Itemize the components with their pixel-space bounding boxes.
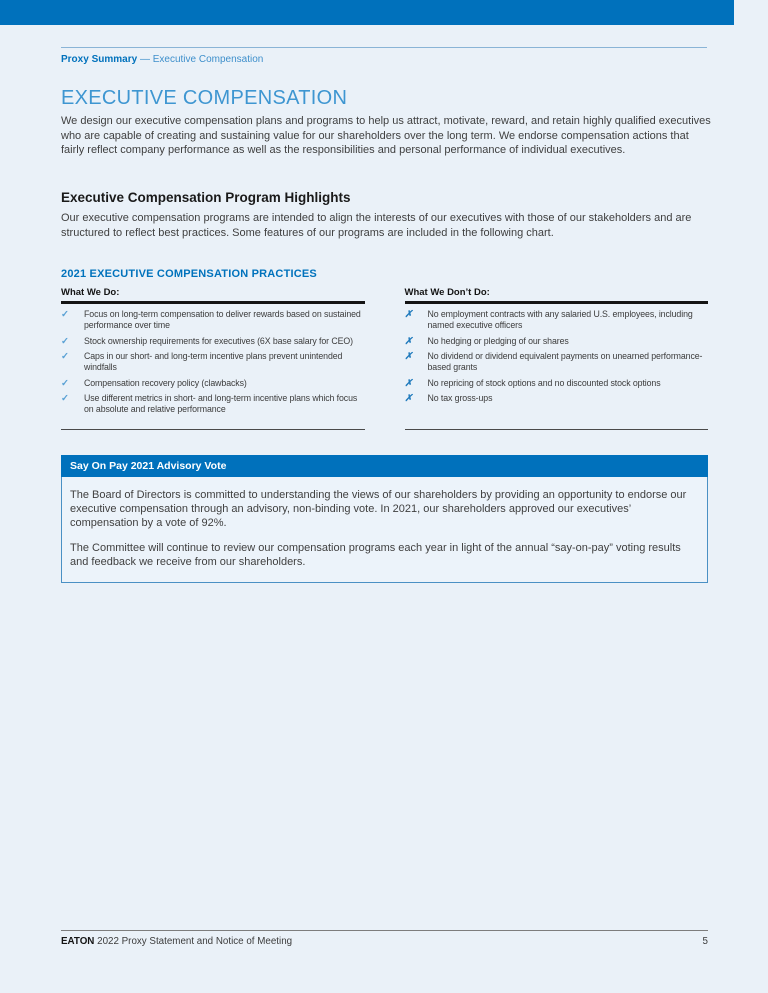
check-icon: ✓ — [61, 335, 69, 347]
list-item — [61, 351, 365, 373]
cross-icon: ✗ — [404, 377, 413, 389]
list-item — [405, 309, 709, 331]
what-we-do-list — [61, 309, 365, 420]
list-item — [61, 378, 365, 389]
say-on-pay-callout — [61, 455, 708, 583]
page-footer — [61, 936, 708, 947]
highlights-heading: Executive Compensation Program Highlights — [61, 190, 351, 205]
check-icon: ✓ — [61, 351, 69, 362]
top-accent-bar — [0, 0, 734, 25]
column-bottom-rule — [405, 429, 709, 430]
list-item-text: No tax gross-ups — [427, 393, 493, 403]
say-on-pay-header: Say On Pay 2021 Advisory Vote — [61, 455, 708, 477]
what-we-do-column — [61, 287, 365, 430]
list-item-text: No dividend or dividend equivalent payments on unearned performance-based grants — [427, 351, 703, 372]
check-icon: ✓ — [61, 377, 69, 389]
list-item — [405, 393, 709, 404]
cross-icon: ✗ — [404, 393, 413, 404]
list-item-text: Use different metrics in short- and long-term incentive plans which focus on absolute and relative performance — [84, 393, 358, 414]
cross-icon: ✗ — [404, 335, 413, 347]
intro-paragraph: We design our executive compensation plans and programs to help us attract, motivate, reward, and retain highly qualified executives who are capable of creating and sustaining value for our shareholders over the long term. We endorse compensation actions that fairly reflect company performance as well as the responsibilities and personal performance of individual executives. — [61, 115, 711, 156]
what-we-dont-do-header: What We Don’t Do: — [405, 287, 709, 304]
breadcrumb-page: — Executive Compensation — [139, 54, 264, 65]
column-bottom-rule — [61, 429, 365, 430]
footer-title: 2022 Proxy Statement and Notice of Meeting — [97, 936, 293, 947]
list-item — [405, 336, 709, 347]
footer-rule — [61, 930, 708, 931]
list-item — [61, 393, 365, 415]
list-item-text: Caps in our short- and long-term incentive plans prevent unintended windfalls — [84, 351, 343, 372]
list-item-text: Focus on long-term compensation to deliver rewards based on sustained performance over time — [84, 309, 361, 330]
say-on-pay-body — [61, 477, 708, 583]
list-item-text: No repricing of stock options and no discounted stock options — [427, 377, 661, 388]
highlights-paragraph: Our executive compensation programs are intended to align the interests of our executives with those of our stakeholders and are structured to reflect best practices. Some features of our programs are included in the following chart. — [61, 212, 692, 239]
cross-icon: ✗ — [404, 351, 413, 362]
breadcrumb — [61, 54, 263, 65]
list-item — [61, 309, 365, 331]
practices-columns — [61, 287, 708, 430]
footer-brand: EATON — [61, 936, 95, 947]
what-we-dont-do-list — [405, 309, 709, 409]
say-on-pay-paragraph: The Board of Directors is committed to understanding the views of our shareholders by providing an opportunity to endorse our executive compensation through an advisory, non-binding vote. In 2021, our shareholders approved our executives’ compensation by a vote of 92%. — [70, 489, 687, 529]
list-item-text: Compensation recovery policy (clawbacks) — [84, 377, 247, 388]
list-item-text: No hedging or pledging of our shares — [427, 335, 569, 346]
list-item — [405, 378, 709, 389]
practices-heading: 2021 EXECUTIVE COMPENSATION PRACTICES — [61, 268, 317, 280]
list-item-text: Stock ownership requirements for executives (6X base salary for CEO) — [84, 335, 353, 346]
footer-left — [61, 936, 292, 947]
breadcrumb-section: Proxy Summary — [61, 54, 138, 65]
what-we-do-header: What We Do: — [61, 287, 365, 304]
page-number: 5 — [702, 936, 708, 947]
check-icon: ✓ — [61, 309, 69, 320]
check-icon: ✓ — [61, 393, 69, 404]
list-item — [405, 351, 709, 373]
page-title: EXECUTIVE COMPENSATION — [61, 87, 348, 109]
list-item-text: No employment contracts with any salaried U.S. employees, including named executive officers — [427, 309, 693, 330]
breadcrumb-rule — [61, 47, 707, 48]
cross-icon: ✗ — [404, 309, 413, 320]
what-we-dont-do-column — [405, 287, 709, 430]
list-item — [61, 336, 365, 347]
say-on-pay-paragraph: The Committee will continue to review our compensation programs each year in light of the annual “say-on-pay” voting results and feedback we receive from our shareholders. — [70, 542, 681, 568]
